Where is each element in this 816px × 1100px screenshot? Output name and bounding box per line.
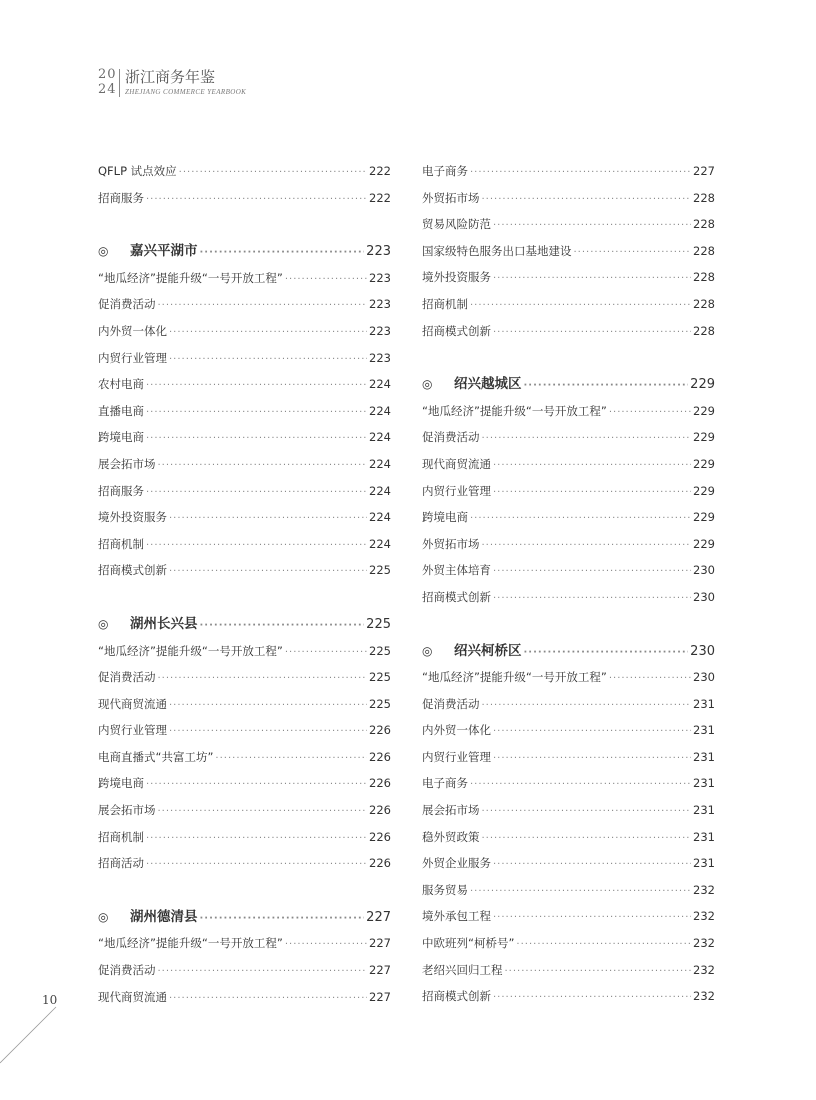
toc-entry-title: 外贸拓市场	[422, 536, 480, 551]
toc-entry-title: 内外贸一体化	[422, 723, 491, 738]
dot-leader	[285, 640, 367, 667]
toc-entry-title: “地瓜经济”提能升级“一号开放工程”	[422, 403, 607, 418]
toc-entry-title: 招商机制	[98, 536, 144, 551]
toc-group	[98, 158, 391, 211]
section-heading[interactable]	[422, 371, 715, 398]
toc-entry[interactable]	[422, 691, 715, 718]
toc-entry-title: 促消费活动	[98, 963, 156, 978]
corner-diagonal-line	[0, 1005, 60, 1065]
section-title: 湖州德清县	[130, 908, 198, 925]
toc-entry-title: 中欧班列“柯桥号”	[422, 936, 515, 951]
dot-leader	[493, 746, 691, 773]
toc-entry[interactable]	[422, 504, 715, 531]
toc-entry-title: 跨境电商	[98, 776, 144, 791]
toc-entry[interactable]	[422, 664, 715, 691]
toc-entry[interactable]	[98, 984, 391, 1011]
toc-entry[interactable]	[98, 424, 391, 451]
toc-entry-page: 226	[369, 723, 391, 738]
toc-entry-title: 外贸企业服务	[422, 856, 491, 871]
toc-entry[interactable]	[422, 211, 715, 238]
toc-entry-page: 226	[369, 749, 391, 764]
section-page: 227	[366, 909, 391, 925]
toc-entry-page: 226	[369, 803, 391, 818]
section-title: 湖州长兴县	[130, 615, 198, 632]
toc-entry[interactable]	[98, 478, 391, 505]
toc-entry-page: 227	[693, 164, 715, 178]
toc-entry-title: 招商服务	[98, 190, 144, 205]
toc-entry-page: 231	[693, 749, 715, 764]
toc-entry-title: 跨境电商	[422, 510, 468, 525]
toc-entry-page: 222	[369, 190, 391, 205]
toc-entry-page: 223	[369, 323, 391, 338]
toc-entry-title: 农村电商	[98, 377, 144, 392]
toc-column-right	[422, 158, 715, 1010]
toc-entry-page: 230	[693, 670, 715, 685]
toc-entry-title: 内贸行业管理	[422, 483, 491, 498]
dot-leader	[493, 586, 691, 613]
year-bottom: 24	[98, 82, 117, 97]
dot-leader	[482, 187, 692, 214]
toc-entry[interactable]	[98, 265, 391, 292]
toc-entry-title: 国家级特色服务出口基地建设	[422, 243, 572, 258]
toc-entry-page: 228	[693, 270, 715, 285]
dot-leader	[169, 986, 367, 1013]
toc-entry[interactable]	[422, 744, 715, 771]
toc-entry-page: 231	[693, 803, 715, 818]
dot-leader	[470, 293, 691, 320]
section-marker-icon: ◎	[422, 643, 433, 658]
section-heading[interactable]	[98, 611, 391, 638]
toc-entry[interactable]	[422, 850, 715, 877]
toc-entry[interactable]	[98, 691, 391, 718]
dot-leader	[493, 320, 691, 347]
toc-entry[interactable]	[422, 824, 715, 851]
toc-entry[interactable]	[98, 957, 391, 984]
toc-entry[interactable]	[422, 557, 715, 584]
toc-entry-page: 225	[369, 670, 391, 685]
toc-entry-page: 225	[369, 643, 391, 658]
toc-entry-page: 232	[693, 962, 715, 977]
toc-entry[interactable]	[422, 158, 715, 185]
dot-leader	[493, 905, 691, 932]
toc-entry-page: 231	[693, 856, 715, 871]
toc-entry-title: 稳外贸政策	[422, 829, 480, 844]
dot-leader	[146, 826, 367, 853]
toc-entry-page: 227	[369, 936, 391, 951]
dot-leader	[158, 666, 368, 693]
toc-entry[interactable]	[98, 531, 391, 558]
toc-entry-page: 225	[369, 563, 391, 578]
toc-entry-page: 227	[369, 989, 391, 1004]
toc-entry-title: 境外投资服务	[98, 510, 167, 525]
toc-entry-title: 招商模式创新	[98, 563, 167, 578]
header-divider	[119, 69, 120, 97]
toc-group	[98, 930, 391, 1010]
toc-entry[interactable]	[422, 478, 715, 505]
dot-leader	[482, 426, 692, 453]
toc-entry-page: 223	[369, 297, 391, 312]
toc-entry-title: 贸易风险防范	[422, 217, 491, 232]
toc-entry[interactable]	[422, 930, 715, 957]
toc-entry[interactable]	[422, 717, 715, 744]
toc-entry-page: 230	[693, 589, 715, 604]
toc-entry-page: 232	[693, 909, 715, 924]
toc-entry[interactable]	[98, 158, 391, 185]
dot-leader	[146, 426, 367, 453]
toc-entry-page: 224	[369, 536, 391, 551]
toc-entry[interactable]	[98, 797, 391, 824]
year-top: 20	[98, 67, 117, 82]
toc-entry-title: 内外贸一体化	[98, 323, 167, 338]
toc-entry-title: “地瓜经济”提能升级“一号开放工程”	[422, 670, 607, 685]
section-title: 嘉兴平湖市	[130, 243, 198, 260]
section-marker-icon: ◎	[422, 377, 433, 392]
toc-entry-page: 223	[369, 350, 391, 365]
toc-entry[interactable]	[98, 504, 391, 531]
toc-entry-title: “地瓜经济”提能升级“一号开放工程”	[98, 643, 283, 658]
dot-leader	[482, 533, 692, 560]
dot-leader	[215, 746, 367, 773]
toc-entry[interactable]	[422, 770, 715, 797]
dot-leader	[493, 453, 691, 480]
section-page: 229	[690, 377, 715, 393]
toc-entry[interactable]	[422, 983, 715, 1010]
section-marker-icon: ◎	[98, 909, 109, 924]
toc-entry-page: 224	[369, 430, 391, 445]
toc-entry-page: 229	[693, 510, 715, 525]
section-page: 230	[690, 643, 715, 659]
toc-entry-page: 228	[693, 323, 715, 338]
toc-entry-title: 内贸行业管理	[98, 723, 167, 738]
toc-entry[interactable]	[422, 584, 715, 611]
toc-entry-title: 直播电商	[98, 403, 144, 418]
toc-entry-page: 224	[369, 456, 391, 471]
toc-entry-page: 231	[693, 723, 715, 738]
toc-entry[interactable]	[422, 797, 715, 824]
year-mark	[98, 68, 120, 98]
toc-entry[interactable]	[98, 717, 391, 744]
dot-leader	[574, 240, 692, 267]
dot-leader	[505, 959, 692, 986]
toc-entry-page: 226	[369, 856, 391, 871]
toc-entry-page: 231	[693, 829, 715, 844]
toc-entry-page: 226	[369, 776, 391, 791]
toc-entry-page: 224	[369, 403, 391, 418]
toc-entry-page: 232	[693, 882, 715, 897]
toc-column-left	[98, 158, 391, 1010]
toc-entry[interactable]	[422, 264, 715, 291]
toc-entry[interactable]	[422, 291, 715, 318]
toc-entry[interactable]	[98, 185, 391, 212]
toc-entry-title: 内贸行业管理	[98, 350, 167, 365]
dot-leader	[493, 852, 691, 879]
toc-entry-page: 229	[693, 483, 715, 498]
toc-entry-title: 现代商贸流通	[98, 696, 167, 711]
toc-entry-page: 223	[369, 270, 391, 285]
toc-entry[interactable]	[422, 318, 715, 345]
toc-entry[interactable]	[98, 770, 391, 797]
toc-entry[interactable]	[98, 318, 391, 345]
toc-entry-page: 229	[693, 456, 715, 471]
page-number: 10	[42, 993, 58, 1007]
dot-leader	[169, 320, 367, 347]
dot-leader	[146, 187, 367, 214]
dot-leader	[146, 852, 367, 879]
toc-entry-page: 227	[369, 963, 391, 978]
dot-leader	[158, 453, 368, 480]
toc-group	[422, 398, 715, 611]
toc-entry-title: 现代商贸流通	[422, 456, 491, 471]
dot-leader	[146, 772, 367, 799]
toc-entry-title: 招商模式创新	[422, 989, 491, 1004]
toc-entry[interactable]	[422, 424, 715, 451]
toc-entry-title: 展会拓市场	[422, 803, 480, 818]
toc-entry-title: 外贸拓市场	[422, 190, 480, 205]
dot-leader	[285, 267, 367, 294]
yearbook-subtitle: ZHEJIANG COMMERCE YEARBOOK	[125, 88, 247, 96]
toc-entry-page: 228	[693, 217, 715, 232]
toc-entry[interactable]	[422, 531, 715, 558]
dot-leader	[482, 799, 692, 826]
toc-entry-title: 招商机制	[98, 829, 144, 844]
section-heading[interactable]	[98, 238, 391, 265]
dot-leader	[493, 559, 691, 586]
dot-leader	[493, 266, 691, 293]
toc-entry-title: 促消费活动	[422, 696, 480, 711]
dot-leader	[169, 347, 367, 374]
dot-leader	[470, 160, 691, 187]
toc-entry[interactable]	[422, 957, 715, 984]
section-heading[interactable]	[422, 638, 715, 665]
dot-leader	[146, 400, 367, 427]
toc-group	[98, 265, 391, 584]
toc-entry-title: 老绍兴回归工程	[422, 962, 503, 977]
toc-entry[interactable]	[422, 451, 715, 478]
toc-group	[422, 158, 715, 344]
toc-entry[interactable]	[422, 877, 715, 904]
toc-entry-title: 服务贸易	[422, 882, 468, 897]
toc-entry-page: 224	[369, 510, 391, 525]
dot-leader	[146, 373, 367, 400]
toc-entry[interactable]	[422, 903, 715, 930]
toc-entry-page: 228	[693, 243, 715, 258]
dot-leader	[493, 480, 691, 507]
toc-entry-title: 电子商务	[422, 164, 468, 178]
dot-leader	[470, 506, 691, 533]
dot-leader	[169, 559, 367, 586]
dot-leader	[470, 772, 691, 799]
toc-entry-title: 招商模式创新	[422, 323, 491, 338]
dot-leader	[158, 959, 368, 986]
toc-entry[interactable]	[98, 345, 391, 372]
dot-leader	[285, 932, 367, 959]
dot-leader	[609, 400, 691, 427]
toc-entry-title: 展会拓市场	[98, 803, 156, 818]
toc-entry-title: 跨境电商	[98, 430, 144, 445]
toc-entry[interactable]	[98, 291, 391, 318]
toc-entry[interactable]	[98, 824, 391, 851]
toc-entry-title: 境外投资服务	[422, 270, 491, 285]
toc-entry-title: 招商机制	[422, 296, 468, 311]
dot-leader	[609, 666, 691, 693]
dot-leader	[493, 213, 691, 240]
toc-entry-title: “地瓜经济”提能升级“一号开放工程”	[98, 270, 283, 285]
dot-leader	[482, 826, 692, 853]
toc-entry-title: QFLP 试点效应	[98, 164, 177, 178]
toc-entry-title: 促消费活动	[98, 670, 156, 685]
toc-entry-title: 招商模式创新	[422, 589, 491, 604]
yearbook-title: 浙江商务年鉴	[125, 68, 216, 86]
toc-entry[interactable]	[98, 664, 391, 691]
toc-entry-page: 222	[369, 164, 391, 178]
dot-leader	[158, 293, 368, 320]
dot-leader	[169, 693, 367, 720]
section-heading[interactable]	[98, 904, 391, 931]
toc-entry[interactable]	[98, 398, 391, 425]
toc-entry[interactable]	[422, 185, 715, 212]
toc-entry-title: 现代商贸流通	[98, 989, 167, 1004]
toc-entry-title: 招商服务	[98, 483, 144, 498]
dot-leader	[169, 506, 367, 533]
toc-entry[interactable]	[98, 850, 391, 877]
toc-entry-page: 228	[693, 190, 715, 205]
toc-entry-page: 231	[693, 776, 715, 791]
toc-entry-page: 232	[693, 936, 715, 951]
toc-entry-page: 232	[693, 989, 715, 1004]
dot-leader	[169, 719, 367, 746]
toc-entry-title: “地瓜经济”提能升级“一号开放工程”	[98, 936, 283, 951]
dot-leader	[493, 719, 691, 746]
toc-entry[interactable]	[422, 398, 715, 425]
toc-entry-page: 226	[369, 829, 391, 844]
toc-entry-page: 229	[693, 403, 715, 418]
toc-entry-page: 225	[369, 696, 391, 711]
toc-entry-title: 内贸行业管理	[422, 749, 491, 764]
toc-group	[98, 638, 391, 877]
toc-entry-page: 229	[693, 430, 715, 445]
toc-entry[interactable]	[98, 371, 391, 398]
section-page: 225	[366, 616, 391, 632]
toc-entry-title: 促消费活动	[422, 430, 480, 445]
section-marker-icon: ◎	[98, 244, 109, 259]
section-title: 绍兴越城区	[454, 376, 522, 393]
toc-entry[interactable]	[98, 930, 391, 957]
toc-entry[interactable]	[98, 744, 391, 771]
dot-leader	[493, 985, 691, 1012]
toc-entry-page: 230	[693, 563, 715, 578]
toc-entry-page: 231	[693, 696, 715, 711]
section-title: 绍兴柯桥区	[454, 642, 522, 659]
toc-entry[interactable]	[98, 638, 391, 665]
toc-entry-title: 外贸主体培育	[422, 563, 491, 578]
toc-entry-title: 招商活动	[98, 856, 144, 871]
toc-entry-title: 展会拓市场	[98, 456, 156, 471]
dot-leader	[470, 879, 691, 906]
dot-leader	[516, 932, 691, 959]
toc-entry[interactable]	[422, 238, 715, 265]
toc-entry-page: 224	[369, 483, 391, 498]
dot-leader	[146, 533, 367, 560]
dot-leader	[158, 799, 368, 826]
toc-entry-page: 224	[369, 377, 391, 392]
toc-entry[interactable]	[98, 557, 391, 584]
dot-leader	[179, 160, 367, 187]
toc-entry-title: 境外承包工程	[422, 909, 491, 924]
toc-entry-page: 228	[693, 296, 715, 311]
toc-entry-title: 电子商务	[422, 776, 468, 791]
section-page: 223	[366, 244, 391, 260]
toc-entry[interactable]	[98, 451, 391, 478]
section-marker-icon: ◎	[98, 616, 109, 631]
toc-entry-page: 229	[693, 536, 715, 551]
toc-group	[422, 664, 715, 1010]
toc-entry-title: 促消费活动	[98, 297, 156, 312]
dot-leader	[482, 693, 692, 720]
dot-leader	[146, 480, 367, 507]
toc-entry-title: 电商直播式“共富工坊”	[98, 749, 214, 764]
